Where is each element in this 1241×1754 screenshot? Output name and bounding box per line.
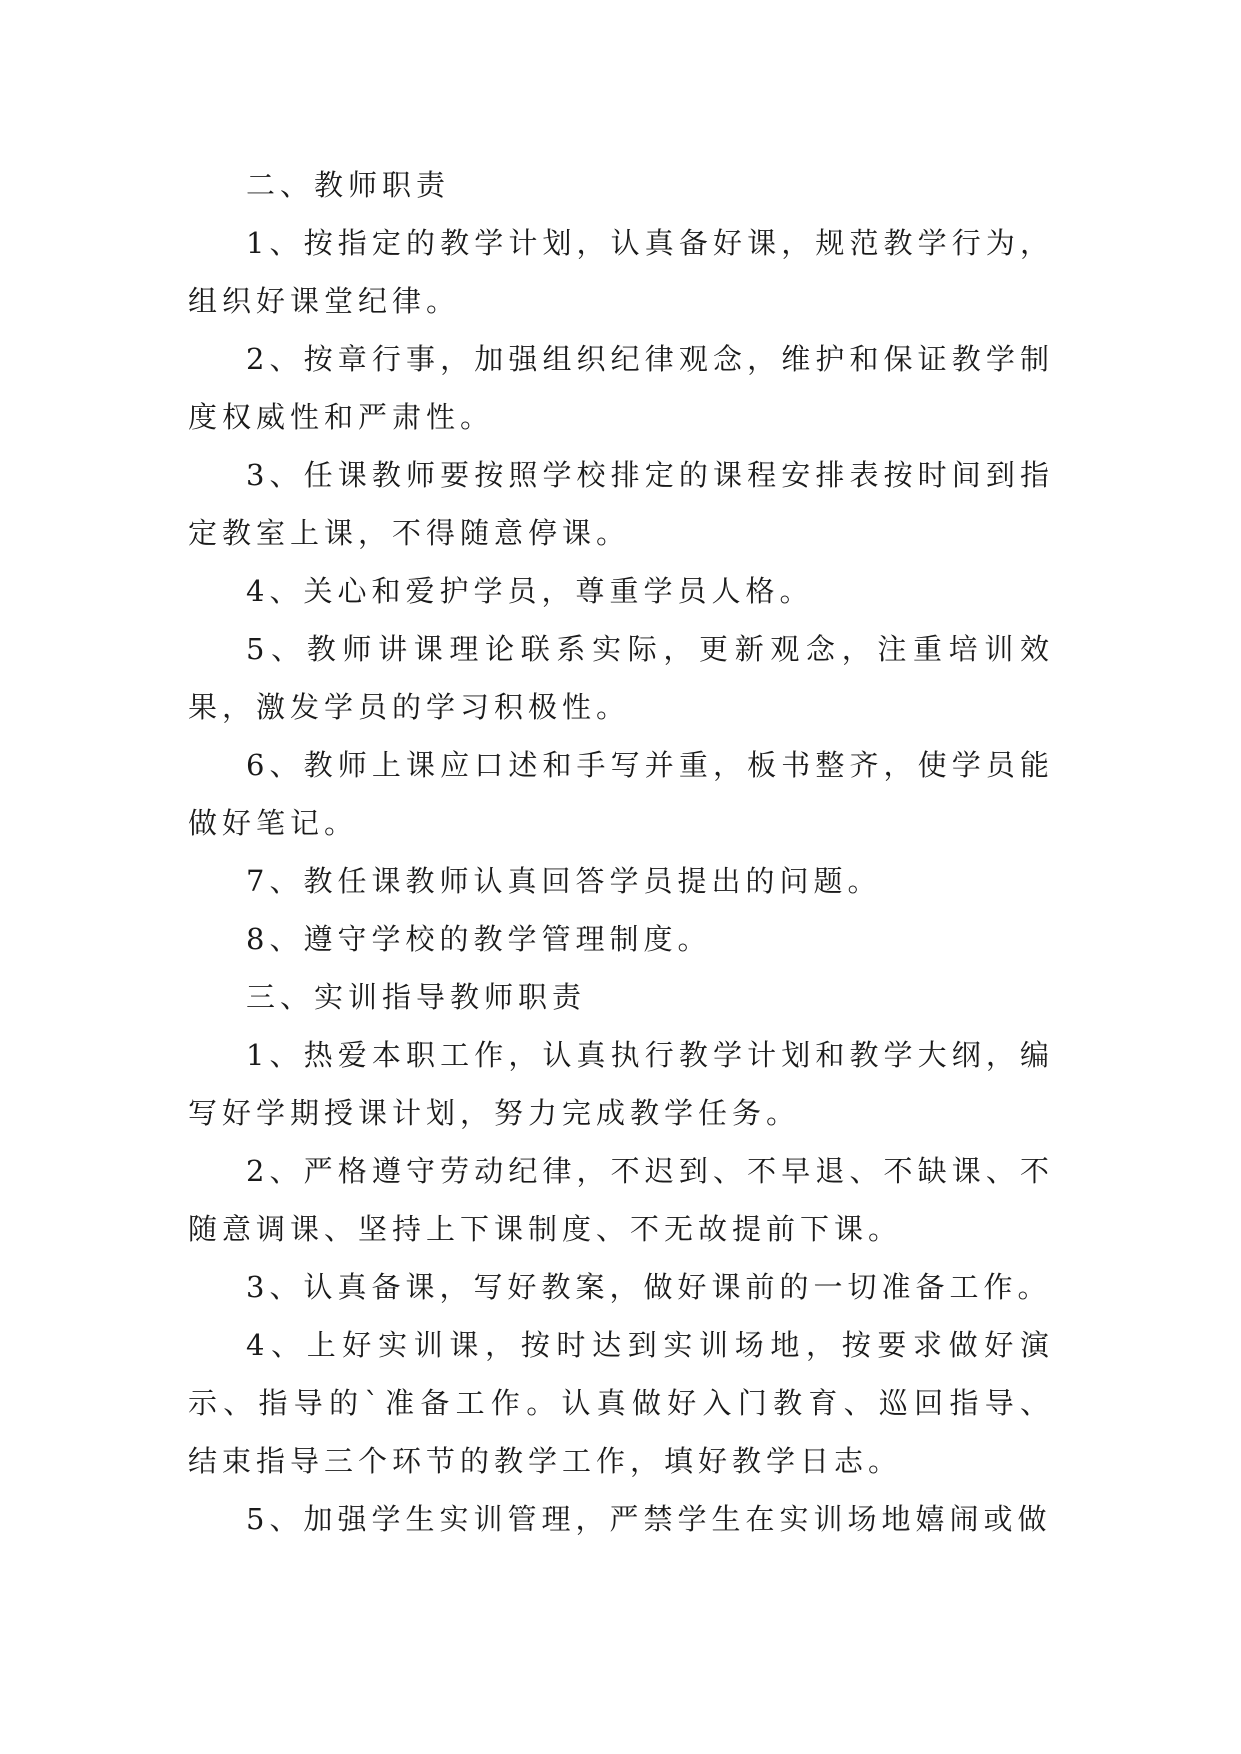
document-body (188, 156, 1054, 1548)
paragraph-item-8: 8、遵守学校的教学管理制度。 (246, 922, 712, 956)
paragraph-training-item-3: 3、认真备课，写好教案，做好课前的一切准备工作。 (246, 1270, 1052, 1304)
section-heading-training-instructor-duties: 三、实训指导教师职责 (246, 980, 587, 1014)
paragraph-item-4: 4、关心和爱护学员，尊重学员人格。 (246, 574, 814, 608)
paragraph-item-1: 1、按指定的教学计划，认真备好课，规范教学行为，组织好课堂纪律。 (188, 226, 1054, 318)
section-heading-teacher-duties: 二、教师职责 (246, 168, 451, 202)
paragraph-item-6: 6、教师上课应口述和手写并重，板书整齐，使学员能做好笔记。 (188, 748, 1054, 840)
paragraph-item-2: 2、按章行事，加强组织纪律观念，维护和保证教学制度权威性和严肃性。 (188, 342, 1054, 434)
paragraph-training-item-2: 2、严格遵守劳动纪律，不迟到、不早退、不缺课、不随意调课、坚持上下课制度、不无故提前下课。 (188, 1154, 1054, 1246)
paragraph-item-5: 5、教师讲课理论联系实际，更新观念，注重培训效果，激发学员的学习积极性。 (188, 632, 1054, 724)
paragraph-item-3: 3、任课教师要按照学校排定的课程安排表按时间到指定教室上课，不得随意停课。 (188, 458, 1054, 550)
paragraph-training-item-1: 1、热爱本职工作，认真执行教学计划和教学大纲，编写好学期授课计划，努力完成教学任务。 (188, 1038, 1054, 1130)
paragraph-training-item-5: 5、加强学生实训管理，严禁学生在实训场地嬉闹或做 (246, 1502, 1052, 1536)
paragraph-item-7: 7、教任课教师认真回答学员提出的问题。 (246, 864, 882, 898)
paragraph-training-item-4: 4、上好实训课，按时达到实训场地，按要求做好演示、指导的`准备工作。认真做好入门教育、巡回指导、结束指导三个环节的教学工作，填好教学日志。 (188, 1328, 1054, 1478)
